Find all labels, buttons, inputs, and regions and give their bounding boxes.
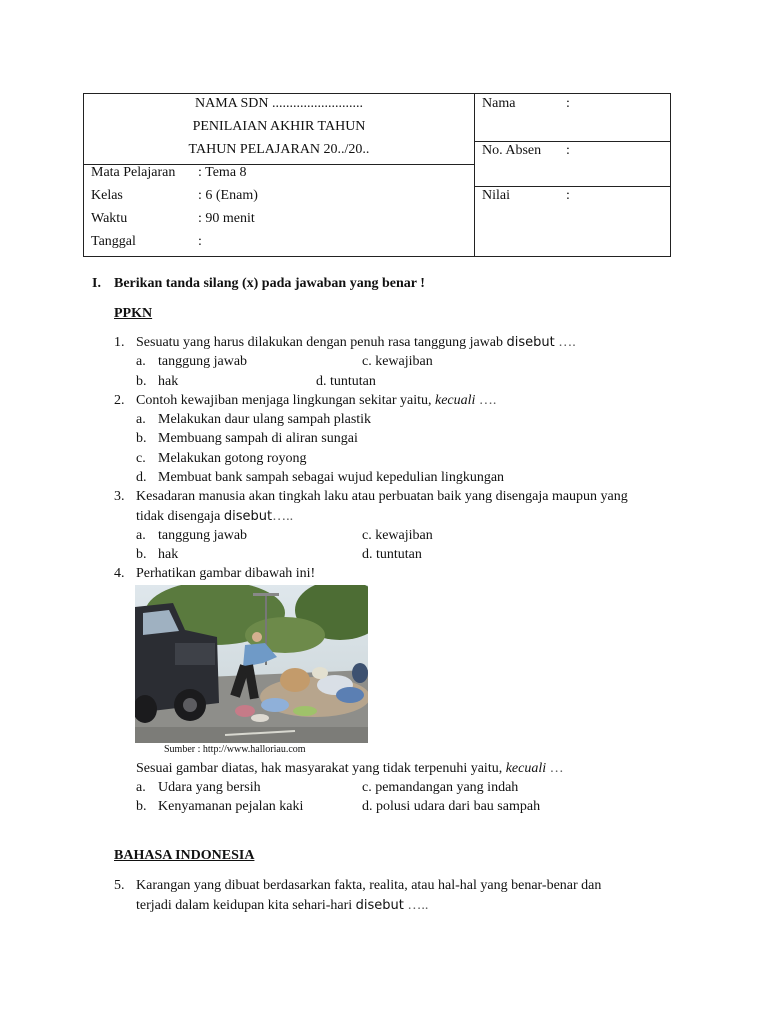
q4-letter-a: a. — [136, 780, 146, 795]
q3-dots: ….. — [272, 509, 294, 524]
q1-number: 1. — [114, 335, 125, 350]
q1-option-d: d. tuntutan — [316, 374, 376, 389]
q1-option-b: hak — [158, 374, 179, 389]
q2-number: 2. — [114, 393, 125, 408]
q1-letter-b: b. — [136, 374, 147, 389]
q2-letter-d: d. — [136, 470, 147, 485]
table-divider — [474, 141, 670, 142]
class-value: : 6 (Enam) — [198, 188, 258, 203]
q3-line1: Kesadaran manusia akan tingkah laku atau perbuatan baik yang disengaja maupun yang — [136, 489, 628, 504]
street-garbage-photo — [135, 585, 368, 743]
date-value: : — [198, 234, 202, 249]
subject-value: : Tema 8 — [198, 165, 247, 180]
q3-option-b: hak — [158, 547, 179, 562]
q5-line2 — [136, 898, 428, 914]
time-value: : 90 menit — [198, 211, 255, 226]
q2-letter-c: c. — [136, 451, 146, 466]
q4-dots: … — [549, 761, 564, 776]
q3-tail: disebut — [223, 509, 273, 524]
q4-question — [136, 761, 564, 777]
q2-letter-a: a. — [136, 412, 146, 427]
q5-tail: disebut — [355, 898, 404, 913]
table-divider — [474, 186, 670, 187]
absen-label: No. Absen — [482, 143, 542, 158]
q2-text — [136, 393, 496, 409]
q3-number: 3. — [114, 489, 125, 504]
q4-text: Perhatikan gambar dibawah ini! — [136, 566, 316, 581]
exam-title: PENILAIAN AKHIR TAHUN — [192, 119, 366, 134]
q1-option-c: c. kewajiban — [362, 354, 433, 369]
section-instruction: Berikan tanda silang (x) pada jawaban yang benar ! — [114, 276, 425, 291]
q1-tail: disebut — [506, 335, 555, 350]
bahasa-heading: BAHASA INDONESIA — [114, 848, 255, 863]
q5-question: terjadi dalam keidupan kita sehari-hari — [136, 898, 353, 913]
header-table — [83, 93, 671, 257]
q3-letter-a: a. — [136, 528, 146, 543]
q1-option-a: tanggung jawab — [158, 354, 248, 369]
q1-question: Sesuatu yang harus dilakukan dengan penuh rasa tanggung jawab — [136, 335, 504, 350]
q1-dots: …. — [558, 335, 576, 350]
q4-letter-b: b. — [136, 799, 147, 814]
image-source: Sumber : http://www.halloriau.com — [164, 744, 306, 755]
q3-option-a: tanggung jawab — [158, 528, 248, 543]
subject-label: Mata Pelajaran — [91, 165, 176, 180]
q4-emphasis: kecuali — [505, 761, 547, 776]
q3-option-d: d. tuntutan — [362, 547, 422, 562]
q3-option-c: c. kewajiban — [362, 528, 433, 543]
q2-option-a: Melakukan daur ulang sampah plastik — [158, 412, 372, 427]
absen-colon: : — [566, 143, 570, 158]
date-label: Tanggal — [91, 234, 136, 249]
q1-text — [136, 335, 576, 351]
q1-letter-a: a. — [136, 354, 146, 369]
ppkn-heading: PPKN — [114, 306, 153, 321]
q2-dots: …. — [478, 393, 497, 408]
q2-option-d: Membuat bank sampah sebagai wujud kepedulian lingkungan — [158, 470, 505, 485]
q4-option-c: c. pemandangan yang indah — [362, 780, 519, 795]
q3-line2 — [136, 509, 293, 525]
q5-dots: ….. — [407, 898, 429, 913]
score-colon: : — [566, 188, 570, 203]
school-name: NAMA SDN .......................... — [194, 96, 363, 111]
q2-option-c: Melakukan gotong royong — [158, 451, 307, 466]
q5-number: 5. — [114, 878, 125, 893]
q4-option-b: Kenyamanan pejalan kaki — [158, 799, 304, 814]
q4-question-text: Sesuai gambar diatas, hak masyarakat yang tidak terpenuhi yaitu, — [136, 761, 503, 776]
class-label: Kelas — [91, 188, 123, 203]
table-divider — [474, 94, 475, 256]
q2-question: Contoh kewajiban menjaga lingkungan sekitar yaitu, — [136, 393, 432, 408]
section-number: I. — [92, 276, 101, 291]
q4-option-d: d. polusi udara dari bau sampah — [362, 799, 541, 814]
name-colon: : — [566, 96, 570, 111]
q4-number: 4. — [114, 566, 125, 581]
name-label: Nama — [482, 96, 516, 111]
q4-option-a: Udara yang bersih — [158, 780, 261, 795]
q2-letter-b: b. — [136, 431, 147, 446]
q2-emphasis: kecuali — [434, 393, 476, 408]
q3-letter-b: b. — [136, 547, 147, 562]
score-label: Nilai — [482, 188, 510, 203]
q2-option-b: Membuang sampah di aliran sungai — [158, 431, 358, 446]
q3-question: tidak disengaja — [136, 509, 221, 524]
time-label: Waktu — [91, 211, 128, 226]
q5-line1: Karangan yang dibuat berdasarkan fakta, realita, atau hal-hal yang benar-benar dan — [136, 878, 602, 893]
school-year: TAHUN PELAJARAN 20../20.. — [188, 142, 370, 157]
